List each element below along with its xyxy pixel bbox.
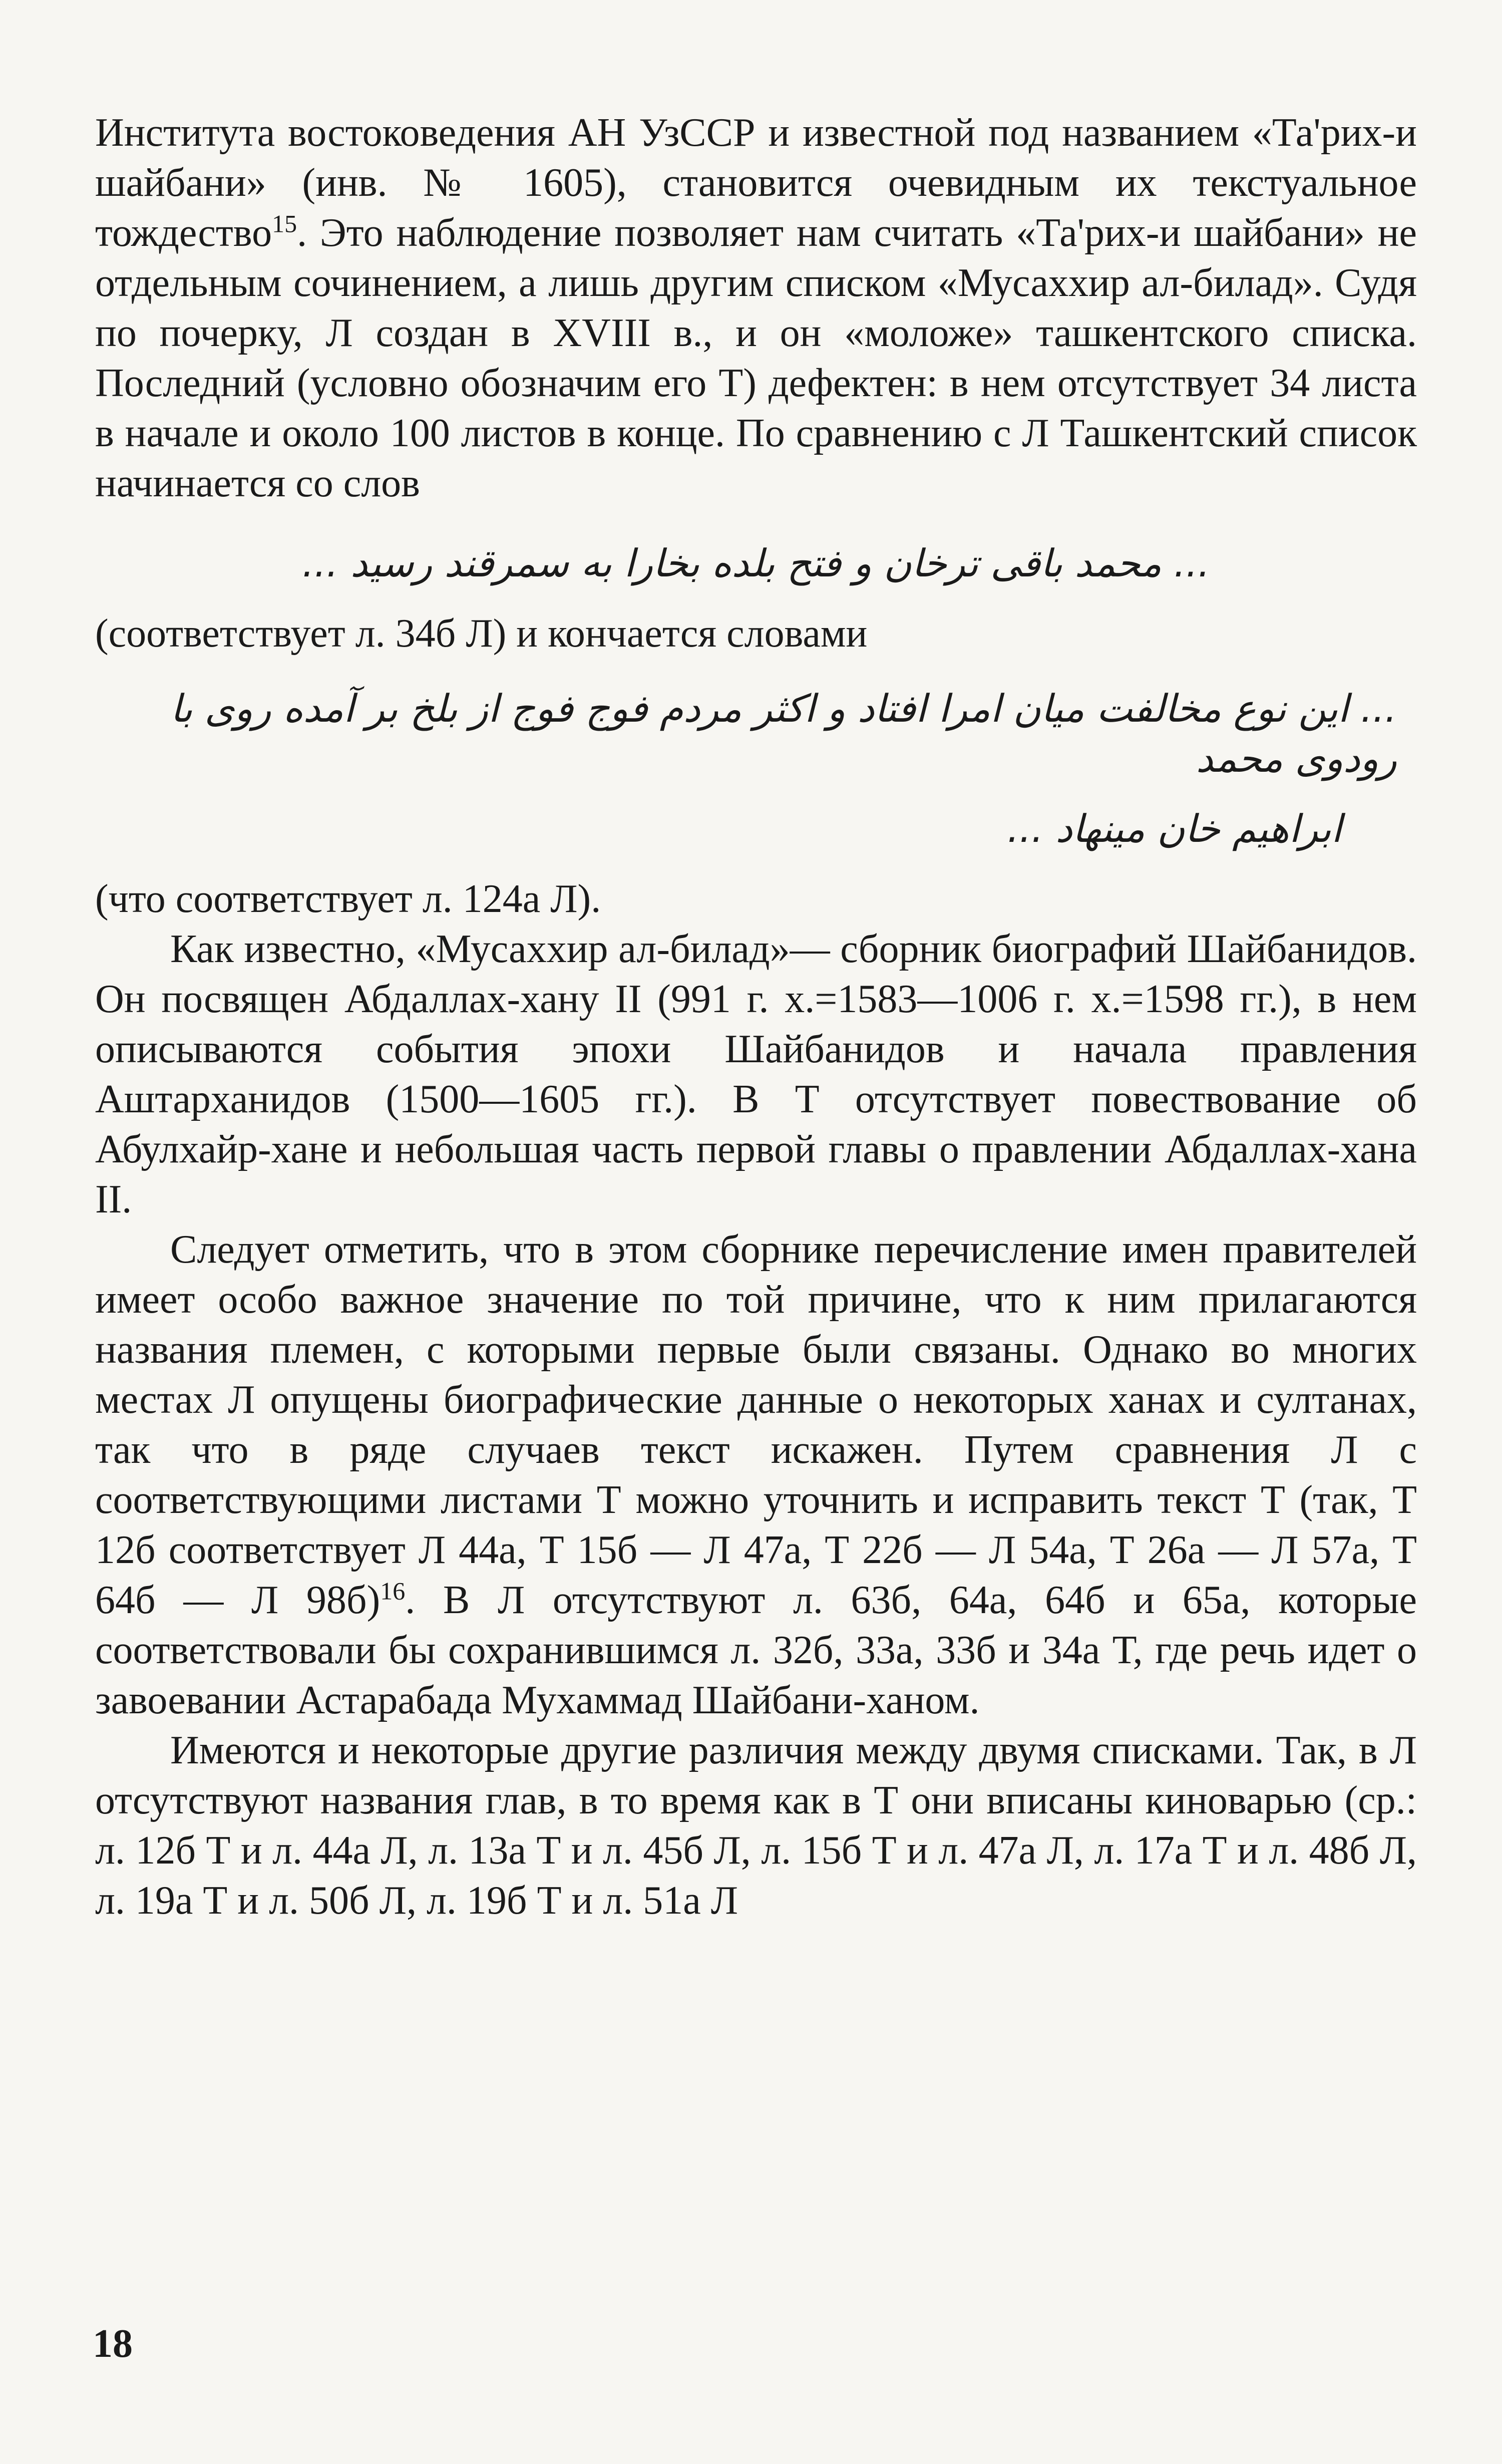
paragraph-5-text-b: . В Л отсутствуют л. 63б, 64а, 64б и 65а, которые соответствовали бы сохранившимся л. 32б, 33а, 33б и 34а Т, где речь идет о завоевании Астарабада Мухаммад Шайбани-ханом. <box>95 1578 1417 1722</box>
paragraph-1-text-a: Института востоковедения АН УзССР и известной под названием «Та'рих-и шайбани» (инв. № 1605), становится очевидным их текстуальное тождество <box>95 111 1417 255</box>
paragraph-1 <box>95 108 1417 508</box>
page-number: 18 <box>93 2322 133 2366</box>
paragraph-6: Имеются и некоторые другие различия между двумя списками. Так, в Л отсутствуют названия глав, в то время как в Т они вписаны киноварью (ср.: л. 12б Т и л. 44а Л, л. 13а Т и л. 45б Л, л. 15б Т и л. 47а Л, л. 17а Т и л. 48б Л, л. 19а Т и л. 50б Л, л. 19б Т и л. 51а Л <box>95 1728 1417 1923</box>
body-text <box>95 108 1417 1926</box>
arabic-quote-end-line-2: ابراهیم خان مینهاد ... <box>1007 806 1342 851</box>
arabic-quote-start: ... محمد باقی ترخان و فتح بلده بخارا به سمرقند رسید ... <box>302 541 1210 585</box>
arabic-quote-end-line-1: ... این نوع مخالفت میان امرا افتاد و اکثر مردم فوج فوج از بلخ بر آمده روی با رودوی محمد <box>170 686 1397 781</box>
paragraph-5-text-a: Следует отметить, что в этом сборнике перечисление имен правителей имеет особо важное значение по той причине, что к ним прилагаются названия племен, с которыми первые были связаны. Однако во многих местах Л опущены биографические данные о некоторых ханах и султанах, так что в ряде случаев текст искажен. Путем сравнения Л с соответствующими листами Т можно уточнить и исправить текст Т (так, Т 12б соответствует Л 44а, Т 15б — Л 47а, Т 22б — Л 54а, Т 26а — Л 57а, Т 64б — Л 98б) <box>95 1227 1417 1622</box>
paragraph-3: (что соответствует л. 124а Л). <box>95 877 601 921</box>
paragraph-2: (соответствует л. 34б Л) и кончается словами <box>95 611 868 656</box>
paragraph-5 <box>95 1224 1417 1725</box>
paragraph-1-text-b: . Это наблюдение позволяет нам считать «Та'рих-и шайбани» не отдельным сочинением, а лишь другим списком «Мусаххир ал-билад». Судя по почерку, Л создан в XVIII в., и он «моложе» ташкентского списка. Последний (условно обозначим его Т) дефектен: в нем отсутствует 34 листа в начале и около 100 листов в конце. По сравнению с Л Ташкентский список начинается со слов <box>95 211 1417 505</box>
paragraph-4: Как известно, «Мусаххир ал-билад»— сборник биографий Шайбанидов. Он посвящен Абдаллах-хану II (991 г. х.=1583—1006 г. х.=1598 гг.), в нем описываются события эпохи Шайбанидов и начала правления Аштарханидов (1500—1605 гг.). В Т отсутствует повествование об Абулхайр-хане и небольшая часть первой главы о правлении Абдаллах-хана II. <box>95 927 1417 1221</box>
footnote-ref-16: 16 <box>380 1577 406 1605</box>
footnote-ref-15: 15 <box>272 209 297 238</box>
